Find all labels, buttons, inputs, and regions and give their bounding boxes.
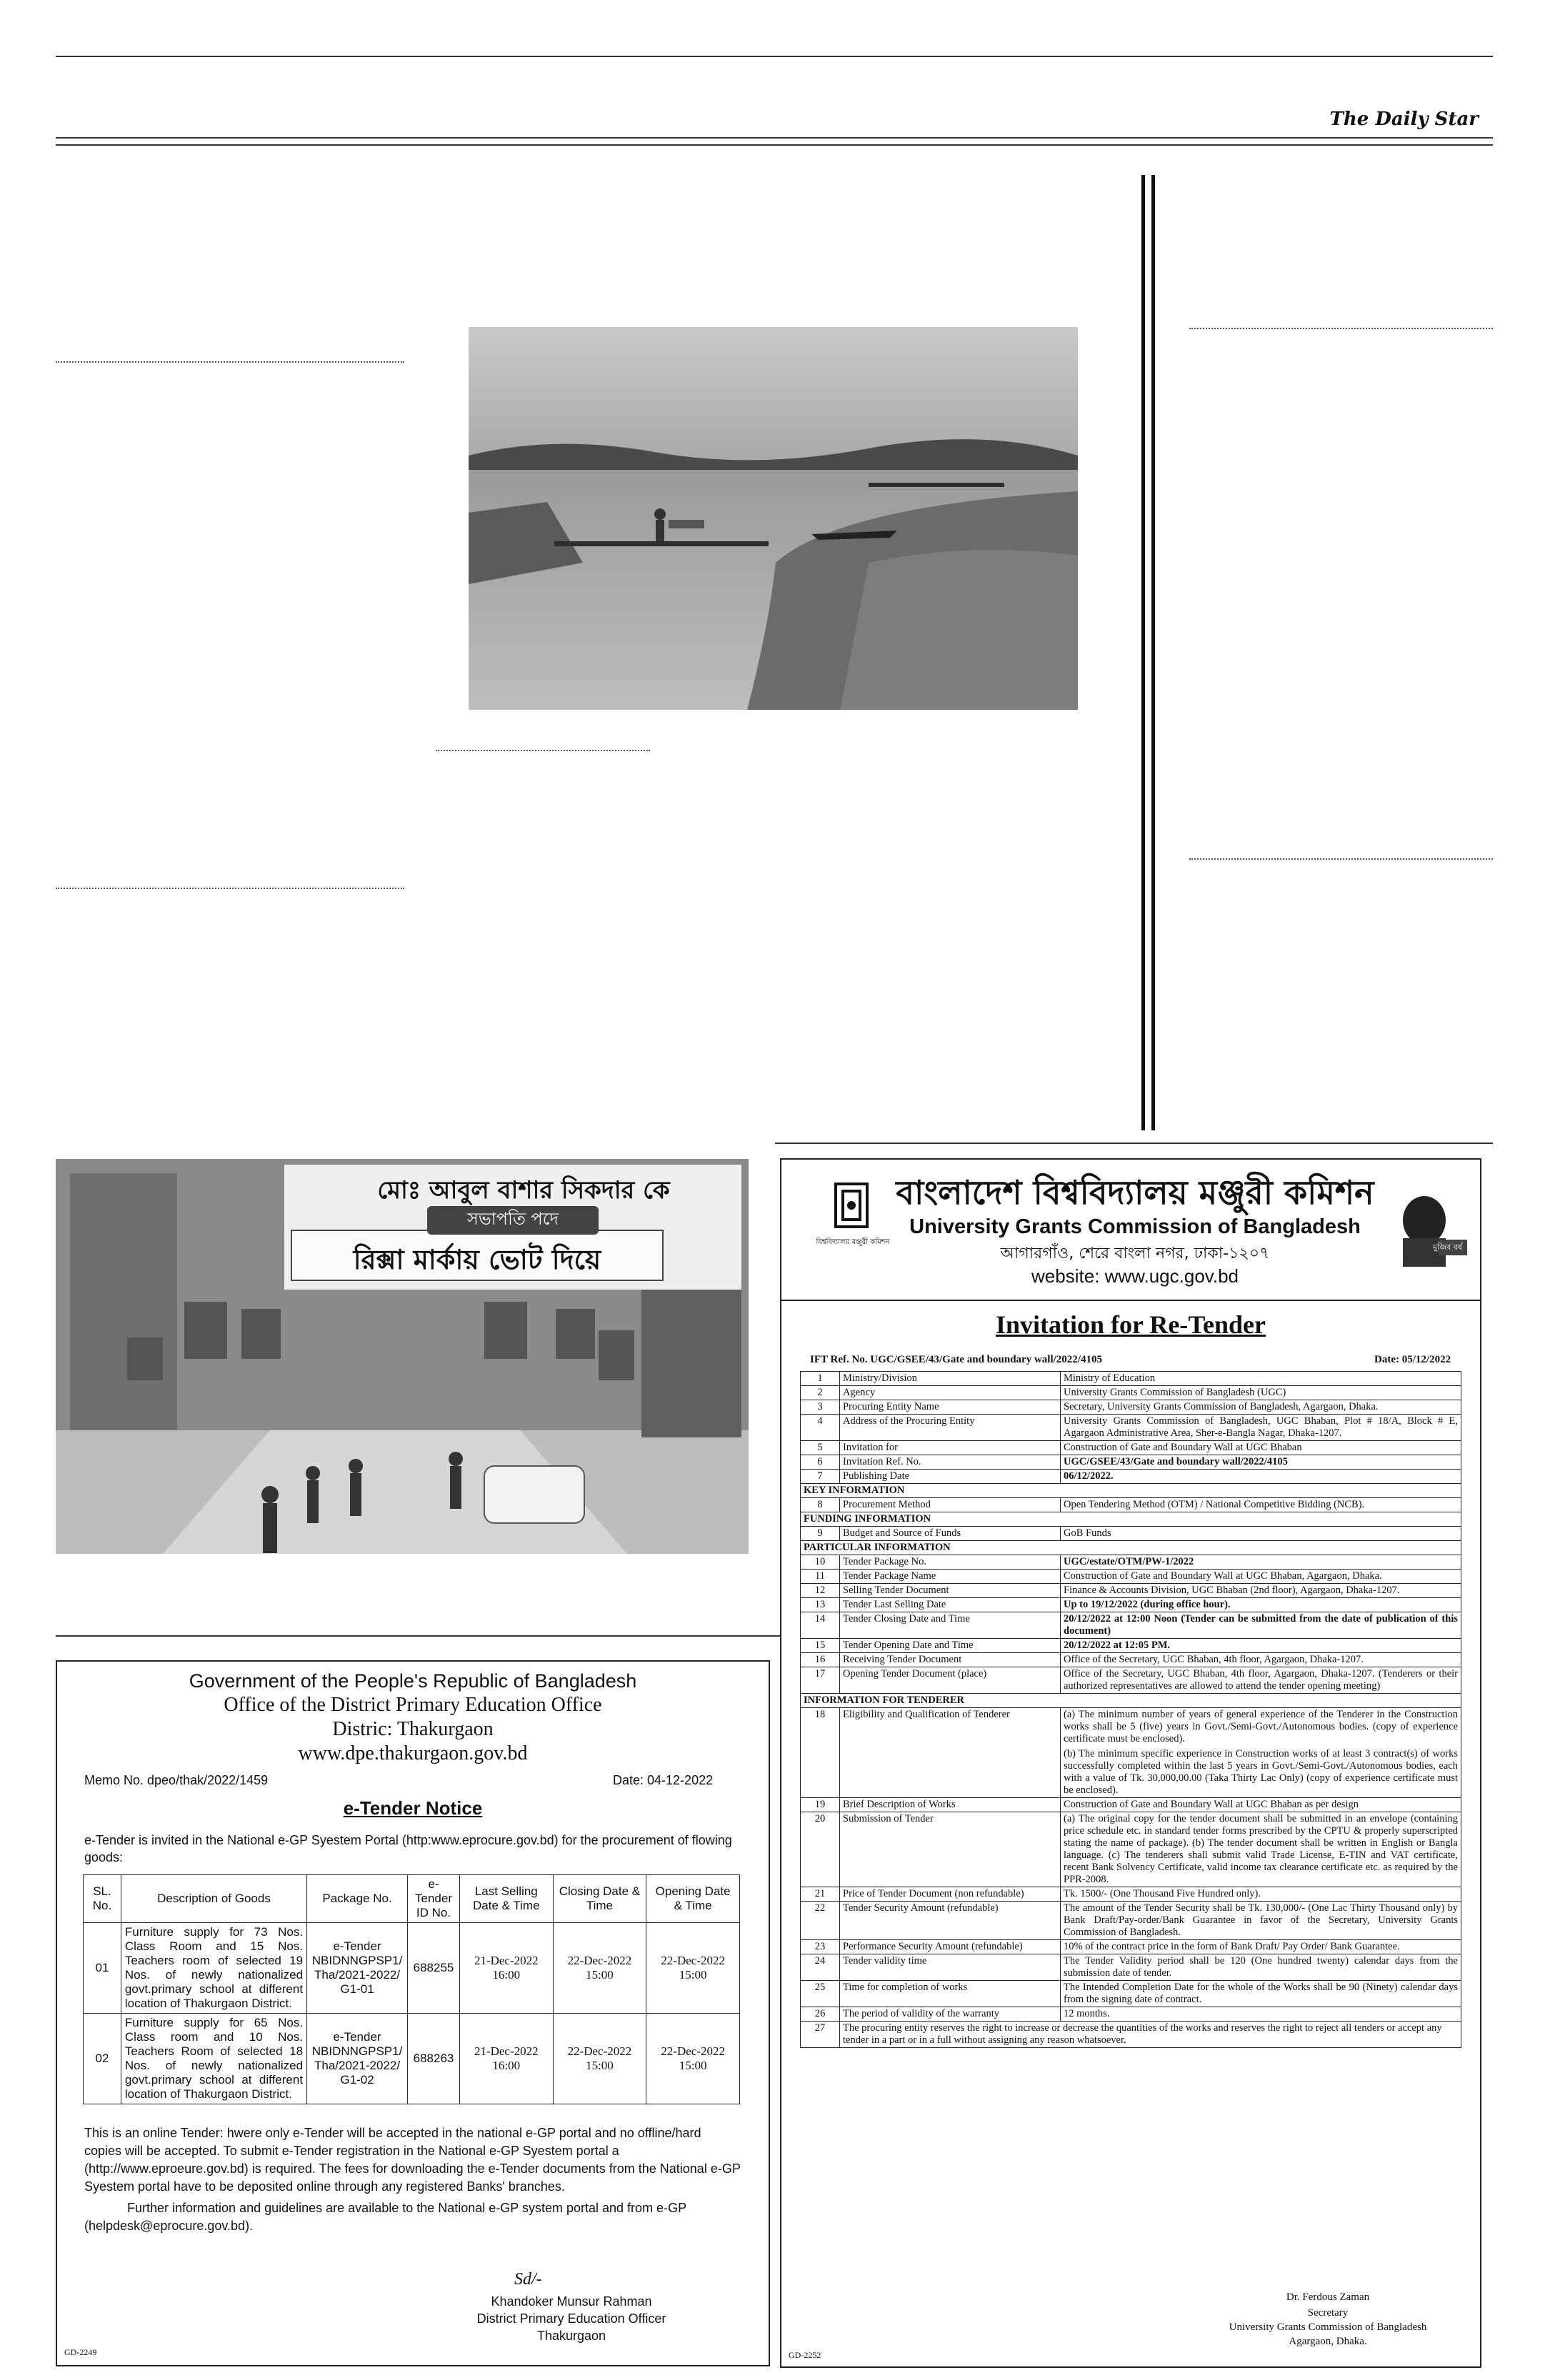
row-value <box>1061 1527 1461 1541</box>
row-number: 4 <box>801 1415 840 1441</box>
row-value-text: 20/12/2022 at 12:00 Noon (Tender can be submitted from the date of publication of this document) <box>1064 1613 1458 1637</box>
table-row <box>801 1570 1461 1584</box>
row-label: Submission of Tender <box>840 1812 1061 1887</box>
desc-cell: Furniture supply for 73 Nos. Class Room and 15 Nos. Teachers room of selected 19 Nos. of newly nationalized govt.primary school at different location of Thakurgaon District. <box>121 1923 306 2014</box>
last-cell: 21-Dec-2022 16:00 <box>459 1923 553 2014</box>
emblem-text: মুজিব বর্ষ <box>1433 1242 1462 1252</box>
desc-cell: Furniture supply for 65 Nos. Class room and 10 Nos. Teachers Room of selected 18 Nos. of newly nationalized govt.primary school at different location of Thakurgaon District. <box>121 2014 306 2104</box>
table-row <box>801 1527 1461 1541</box>
ugc-gd-code: GD-2252 <box>789 2350 821 2360</box>
section-rule <box>56 1635 780 1637</box>
row-value-text: Ministry of Education <box>1064 1372 1156 1384</box>
top-rule <box>56 56 1493 57</box>
dotted-separator <box>436 750 650 751</box>
row-number: 8 <box>801 1498 840 1512</box>
table-row <box>84 1923 740 2014</box>
row-value <box>1061 1798 1461 1812</box>
row-value-text: 20/12/2022 at 12:05 PM. <box>1064 1640 1171 1651</box>
row-number: 16 <box>801 1653 840 1667</box>
row-value-text: Secretary, University Grants Commission of Bangladesh, Agargaon, Dhaka. <box>1064 1401 1379 1412</box>
table-header-row <box>84 1875 740 1923</box>
sl-cell: 01 <box>84 1923 121 2014</box>
row-label: Tender Last Selling Date <box>840 1598 1061 1612</box>
ugc-sign-name: Dr. Ferdous Zaman <box>1286 2291 1370 2303</box>
row-value <box>1061 1653 1461 1667</box>
row-label: Brief Description of Works <box>840 1798 1061 1812</box>
row-number: 11 <box>801 1570 840 1584</box>
dpe-para-1: This is an online Tender: hwere only e-Tender will be accepted in the national e-GP portal and no offline/hard copies will be accepted. To submit e-Tender registration in the National e-GP Syestem portal a (http://www.eproeure.gov.bd) is required. The fees for downloading the e-Tender documents from the National e-GP Syestem portal have to be deposited online through any registered Banks' branches. <box>84 2126 741 2194</box>
table-row <box>801 1940 1461 1954</box>
row-number: 2 <box>801 1386 840 1400</box>
row-number: 1 <box>801 1372 840 1386</box>
table-row <box>84 2014 740 2104</box>
table-row <box>801 1639 1461 1653</box>
ugc-english-title: University Grants Commission of Bangladesh <box>909 1215 1361 1238</box>
row-value <box>1061 1887 1461 1902</box>
table-row <box>801 1455 1461 1470</box>
pkg-cell: e-Tender NBIDNNGPSP1/ Tha/2021-2022/ G1-01 <box>307 1923 408 2014</box>
dpe-sign-title: District Primary Education Officer <box>476 2311 666 2326</box>
table-row <box>801 2007 1461 2022</box>
row-number: 13 <box>801 1598 840 1612</box>
row-label: Tender Closing Date and Time <box>840 1612 1061 1639</box>
dpe-goods-table <box>83 1874 740 2104</box>
table-row <box>801 1812 1461 1887</box>
ugc-logo-caption: বিশ্ববিদ্যালয় মঞ্জুরী কমিশন <box>816 1238 890 1246</box>
table-row <box>801 1498 1461 1512</box>
dpe-heading: e-Tender Notice <box>343 1797 483 1819</box>
row-value-text: 10% of the contract price in the form of Bank Draft/ Pay Order/ Bank Guarantee. <box>1064 1941 1400 1952</box>
row-label: Budget and Source of Funds <box>840 1527 1061 1541</box>
row-number: 18 <box>801 1708 840 1798</box>
mujib-borsho-emblem <box>1389 1188 1467 1267</box>
dotted-separator <box>1189 328 1493 329</box>
column-header: Closing Date & Time <box>553 1875 646 1923</box>
row-value <box>1061 1400 1461 1415</box>
row-value-text: 06/12/2022. <box>1064 1470 1114 1482</box>
row-full-text: The procuring entity reserves the right to increase or decrease the quantities of the works and reserves the right to reject all tenders or accept any tender in a part or in a full without assigning any reason whatsoever. <box>840 2022 1461 2048</box>
section-row <box>801 1541 1461 1555</box>
row-number: 5 <box>801 1441 840 1455</box>
table-row <box>801 1555 1461 1570</box>
row-label: Invitation for <box>840 1441 1061 1455</box>
rally-photo-illustration <box>56 1159 749 1554</box>
table-row <box>801 1415 1461 1441</box>
dpe-website[interactable]: www.dpe.thakurgaon.gov.bd <box>298 1742 528 1764</box>
portrait-emblem-icon <box>1389 1188 1467 1267</box>
row-value-text: 12 months. <box>1064 2008 1110 2019</box>
row-label: Address of the Procuring Entity <box>840 1415 1061 1441</box>
dpe-sign-name: Khandoker Munsur Rahman <box>491 2294 652 2309</box>
dpe-sign-place: Thakurgaon <box>536 2329 606 2343</box>
dpe-tender-ad <box>56 1660 770 2366</box>
row-value <box>1061 2007 1461 2022</box>
column-rule <box>1151 175 1155 1130</box>
table-row <box>801 1441 1461 1455</box>
row-value-text: UGC/GSEE/43/Gate and boundary wall/2022/4105 <box>1064 1456 1288 1467</box>
row-label: Invitation Ref. No. <box>840 1455 1061 1470</box>
section-label: INFORMATION FOR TENDERER <box>801 1694 1461 1708</box>
table-row <box>801 1372 1461 1386</box>
id-cell: 688263 <box>408 2014 460 2104</box>
dotted-separator <box>56 361 404 363</box>
ugc-logo-icon <box>830 1180 873 1237</box>
id-cell: 688255 <box>408 1923 460 2014</box>
row-value <box>1061 1441 1461 1455</box>
open-cell: 22-Dec-2022 15:00 <box>646 2014 740 2104</box>
row-value <box>1061 1612 1461 1639</box>
row-value <box>1061 1902 1461 1940</box>
row-number: 20 <box>801 1812 840 1887</box>
table-row <box>801 1954 1461 1981</box>
row-label: Receiving Tender Document <box>840 1653 1061 1667</box>
dpe-office-line: Office of the District Primary Education Office <box>224 1694 602 1716</box>
dotted-separator <box>56 888 404 889</box>
section-label: FUNDING INFORMATION <box>801 1512 1461 1527</box>
row-value <box>1061 1667 1461 1694</box>
row-value-text: Construction of Gate and Boundary Wall at UGC Bhaban <box>1064 1442 1302 1453</box>
ugc-date: Date: 05/12/2022 <box>1374 1354 1451 1365</box>
row-label: Procurement Method <box>840 1498 1061 1512</box>
row-value <box>1061 1386 1461 1400</box>
dpe-intro: e-Tender is invited in the National e-GP Syestem Portal (http:www.eprocure.gov.bd) for the procurement of flowing goods: <box>84 1833 732 1864</box>
row-number: 14 <box>801 1612 840 1639</box>
row-value-text: The Tender Validity period shall be 120 (One hundred twenty) calendar days from the submission date of tender. <box>1064 1955 1458 1979</box>
ugc-ift: IFT Ref. No. UGC/GSEE/43/Gate and boundary wall/2022/4105 <box>810 1354 1102 1365</box>
row-value <box>1061 1954 1461 1981</box>
column-header: Last Selling Date & Time <box>459 1875 553 1923</box>
table-row <box>801 1400 1461 1415</box>
row-value-text: The Intended Completion Date for the whole of the Works shall be 90 (Ninety) calendar days from the signing date of contract. <box>1064 1982 1458 2005</box>
table-row <box>801 1902 1461 1940</box>
row-value <box>1061 1555 1461 1570</box>
dpe-gd-code: GD-2249 <box>64 2347 97 2357</box>
section-rule <box>775 1143 1493 1144</box>
row-value <box>1061 1639 1461 1653</box>
row-label: Price of Tender Document (non refundable) <box>840 1887 1061 1902</box>
close-cell: 22-Dec-2022 15:00 <box>553 2014 646 2104</box>
column-header: Package No. <box>307 1875 408 1923</box>
row-number: 7 <box>801 1470 840 1484</box>
row-value <box>1061 1455 1461 1470</box>
ugc-bangla-address: আগারগাঁও, শেরে বাংলা নগর, ঢাকা-১২০৭ <box>1000 1245 1270 1262</box>
row-value-text: University Grants Commission of Bangladesh, UGC Bhaban, Plot # 18/A, Block # E, Agargaon Administrative Area, Sher-e-Bangla Nagar, Dhaka-1207. <box>1064 1415 1458 1439</box>
ugc-sign-org: University Grants Commission of Bangladesh <box>1229 2321 1427 2333</box>
row-value-text: University Grants Commission of Bangladesh (UGC) <box>1064 1387 1286 1398</box>
column-header: Description of Goods <box>121 1875 306 1923</box>
ugc-header-rule <box>781 1300 1480 1301</box>
table-row <box>801 1584 1461 1598</box>
row-value <box>1061 1415 1461 1441</box>
row-value-text: Construction of Gate and Boundary Wall at UGC Bhaban as per design <box>1064 1799 1359 1810</box>
row-value <box>1061 1584 1461 1598</box>
row-value-text-2: (b) The minimum specific experience in Construction works of at least 3 contract(s) of works successfully completed within the last 5 years in Govt./Semi-Govt./Autonomous bodies, each with a value of Tk. 30,000,00.00 (Taka Thirty Lac Only) (copy of experience certificate must be enclosed). <box>1064 1748 1458 1796</box>
election-posters-street-photo <box>56 1159 749 1554</box>
row-value <box>1061 1981 1461 2007</box>
table-row <box>801 1981 1461 2007</box>
ugc-sign-place: Agargaon, Dhaka. <box>1289 2336 1367 2347</box>
ugc-info-table <box>800 1371 1461 2048</box>
row-label: Tender validity time <box>840 1954 1061 1981</box>
row-value-text: UGC/estate/OTM/PW-1/2022 <box>1064 1556 1194 1567</box>
row-label: The period of validity of the warranty <box>840 2007 1061 2022</box>
section-row <box>801 1512 1461 1527</box>
column-header: SL. No. <box>84 1875 121 1923</box>
row-number: 25 <box>801 1981 840 2007</box>
row-number: 24 <box>801 1954 840 1981</box>
row-label: Agency <box>840 1386 1061 1400</box>
section-row <box>801 1484 1461 1498</box>
dpe-date: Date: 04-12-2022 <box>613 1773 714 1787</box>
row-value-text: Open Tendering Method (OTM) / National Competitive Bidding (NCB). <box>1064 1499 1365 1510</box>
table-row <box>801 1470 1461 1484</box>
table-row <box>801 1667 1461 1694</box>
row-label: Ministry/Division <box>840 1372 1061 1386</box>
row-number: 3 <box>801 1400 840 1415</box>
row-value-text: Construction of Gate and Boundary Wall at UGC Bhaban, Agargaon, Dhaka. <box>1064 1570 1382 1582</box>
row-label: Eligibility and Qualification of Tenderer <box>840 1708 1061 1798</box>
column-header: Opening Date & Time <box>646 1875 740 1923</box>
row-label: Tender Security Amount (refundable) <box>840 1902 1061 1940</box>
rally-banner-vote: রিক্সা মার্কায় ভোট দিয়ে <box>353 1244 601 1275</box>
section-row <box>801 1694 1461 1708</box>
close-cell: 22-Dec-2022 15:00 <box>553 1923 646 2014</box>
dotted-separator <box>1189 858 1493 860</box>
header-rule-1 <box>56 137 1493 139</box>
pkg-cell: e-Tender NBIDNNGPSP1/ Tha/2021-2022/ G1-02 <box>307 2014 408 2104</box>
dpe-memo: Memo No. dpeo/thak/2022/1459 <box>84 1773 269 1787</box>
row-label: Tender Opening Date and Time <box>840 1639 1061 1653</box>
row-number: 15 <box>801 1639 840 1653</box>
row-value <box>1061 1598 1461 1612</box>
ugc-logo <box>830 1180 873 1237</box>
table-row <box>801 1798 1461 1812</box>
row-label: Tender Package Name <box>840 1570 1061 1584</box>
row-number: 9 <box>801 1527 840 1541</box>
row-number: 26 <box>801 2007 840 2022</box>
row-number: 21 <box>801 1887 840 1902</box>
table-row <box>801 1708 1461 1798</box>
row-number: 17 <box>801 1667 840 1694</box>
row-value-text: (a) The minimum number of years of general experience of the Tenderer in the Construction works shall be 5 (five) years in Govt./Semi-Govt./Autonomous bodies. (copy of experience certificate must be enclosed). <box>1064 1709 1458 1744</box>
table-row <box>801 1598 1461 1612</box>
row-value-text: Tk. 1500/- (One Thousand Five Hundred only). <box>1064 1888 1261 1899</box>
row-value-text: GoB Funds <box>1064 1527 1111 1539</box>
column-rule <box>1141 175 1145 1130</box>
row-value <box>1061 1372 1461 1386</box>
rally-banner-name: মোঃ আবুল বাশার সিকদার কে <box>377 1176 670 1205</box>
table-row <box>801 1612 1461 1639</box>
table-row <box>801 1386 1461 1400</box>
section-label: KEY INFORMATION <box>801 1484 1461 1498</box>
row-value-text: Office of the Secretary, UGC Bhaban, 4th floor, Agargaon, Dhaka-1207. (Tenderers or their authorized representatives are allowed to attend the tender opening meeting) <box>1064 1668 1458 1692</box>
row-value <box>1061 1708 1461 1798</box>
row-value-text: Up to 19/12/2022 (during office hour). <box>1064 1599 1231 1610</box>
row-value-text: Office of the Secretary, UGC Bhaban, 4th floor, Agargaon, Dhaka-1207. <box>1064 1654 1364 1665</box>
row-label: Tender Package No. <box>840 1555 1061 1570</box>
row-label: Publishing Date <box>840 1470 1061 1484</box>
river-bamboo-bridge-photo <box>469 327 1078 710</box>
row-label: Procuring Entity Name <box>840 1400 1061 1415</box>
row-label: Selling Tender Document <box>840 1584 1061 1598</box>
dpe-district-line: Distric: Thakurgaon <box>332 1718 494 1740</box>
rally-banner-sub: সভাপতি পদে <box>427 1206 599 1235</box>
dpe-signature: Sd/- <box>514 2270 542 2289</box>
column-header: e-Tender ID No. <box>408 1875 460 1923</box>
row-number: 27 <box>801 2022 840 2048</box>
ugc-website[interactable]: website: www.ugc.gov.bd <box>1031 1265 1239 1287</box>
last-cell: 21-Dec-2022 16:00 <box>459 2014 553 2104</box>
river-photo-illustration <box>469 327 1078 710</box>
row-value <box>1061 1812 1461 1887</box>
header-rule-2 <box>56 144 1493 146</box>
row-value <box>1061 1940 1461 1954</box>
row-number: 12 <box>801 1584 840 1598</box>
row-value <box>1061 1498 1461 1512</box>
ugc-sign-title: Secretary <box>1307 2307 1349 2319</box>
table-row <box>801 1653 1461 1667</box>
row-number: 22 <box>801 1902 840 1940</box>
table-row <box>801 1887 1461 1902</box>
ugc-bangla-title: বাংলাদেশ বিশ্ববিদ্যালয় মঞ্জুরী কমিশন <box>896 1173 1374 1212</box>
row-value-text: (a) The original copy for the tender document shall be submitted in an envelope (containing price schedule etc. in standard tender forms prescribed by the CPTU & properly superscripted stating the name of package). (b) The tender document shall be written in English or Bangla language. (c) The tenderers shall submit valid Trade License, E-TIN and VAT certificate, recent Bank Solvency Certificate, valid income tax clearance certificate etc. as required by the PPR-2008. <box>1064 1813 1458 1885</box>
row-value <box>1061 1470 1461 1484</box>
dpe-para-2: Further information and guidelines are available to the National e-GP system portal and from e-GP (helpdesk@eprocure.gov.bd). <box>84 2201 686 2233</box>
row-number: 10 <box>801 1555 840 1570</box>
ugc-retender-ad <box>780 1158 1481 2368</box>
table-row <box>801 2022 1461 2048</box>
open-cell: 22-Dec-2022 15:00 <box>646 1923 740 2014</box>
row-value-text: Finance & Accounts Division, UGC Bhaban (2nd floor), Agargaon, Dhaka-1207. <box>1064 1585 1400 1596</box>
row-label: Time for completion of works <box>840 1981 1061 2007</box>
dpe-govt-line: Government of the People's Republic of Bangladesh <box>189 1670 637 1692</box>
row-number: 19 <box>801 1798 840 1812</box>
sl-cell: 02 <box>84 2014 121 2104</box>
masthead: The Daily Star <box>1329 109 1479 130</box>
row-label: Opening Tender Document (place) <box>840 1667 1061 1694</box>
ugc-heading: Invitation for Re-Tender <box>996 1310 1266 1339</box>
row-number: 23 <box>801 1940 840 1954</box>
row-value-text: The amount of the Tender Security shall be Tk. 130,000/- (One Lac Thirty Thousand only) by Bank Draft/Pay-order/Bank Guarantee in favor of the Secretary, University Grants Commission of Bangladesh. <box>1064 1902 1458 1938</box>
section-label: PARTICULAR INFORMATION <box>801 1541 1461 1555</box>
row-label: Performance Security Amount (refundable) <box>840 1940 1061 1954</box>
row-value <box>1061 1570 1461 1584</box>
row-number: 6 <box>801 1455 840 1470</box>
